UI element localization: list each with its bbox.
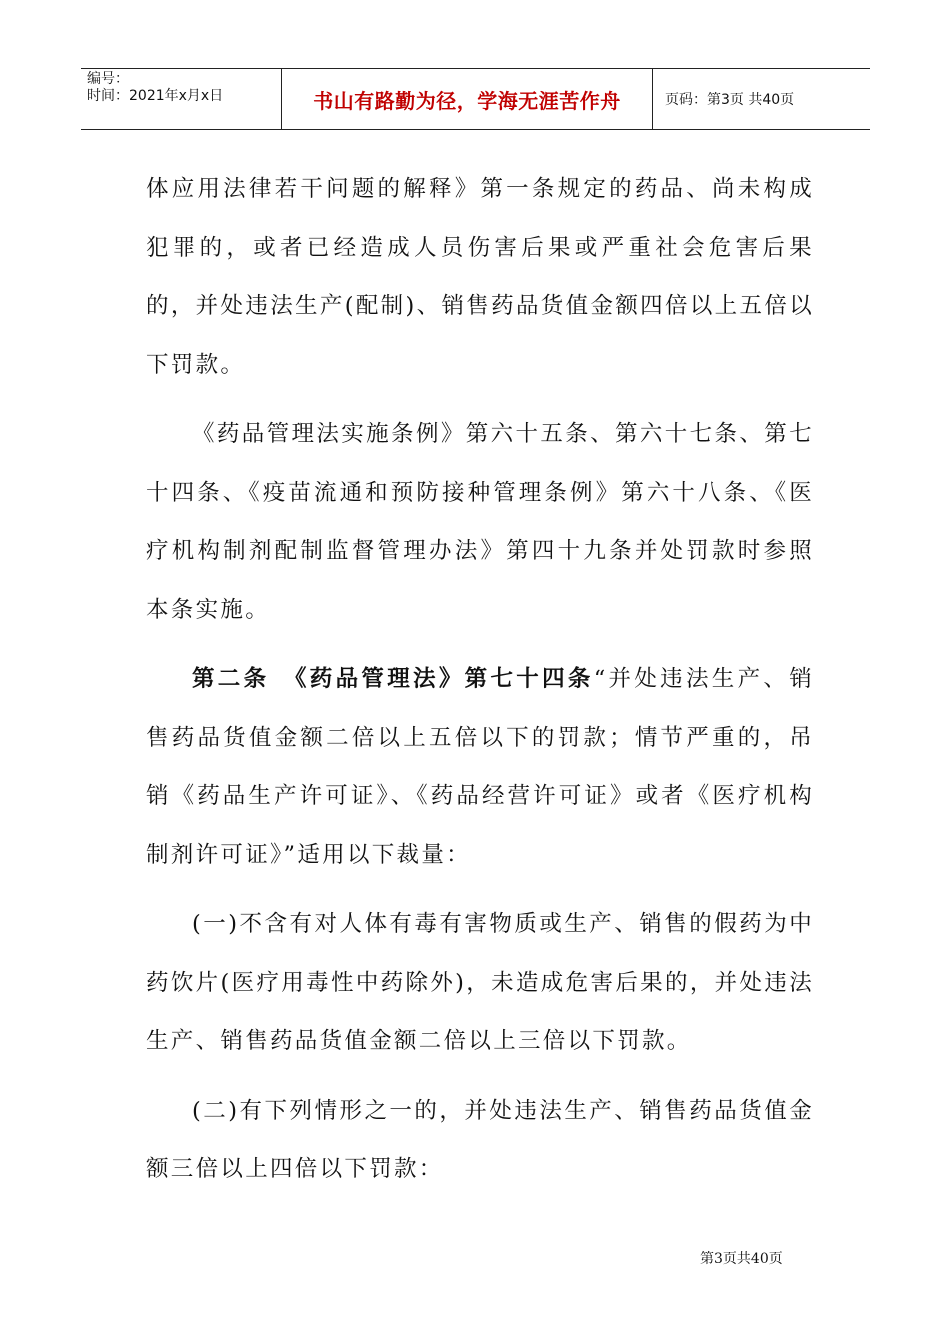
paragraph-5	[146, 1082, 814, 1199]
page-footer: 第3页共40页	[700, 1251, 783, 1267]
number-label: 编号：	[87, 71, 129, 87]
paragraph-4	[146, 895, 814, 1071]
paragraph-3	[146, 650, 814, 884]
paragraph-text: 体应用法律若干问题的解释》第一条规定的药品、尚未构成犯罪的，或者已经造成人员伤害后果或严重社会危害后果的，并处违法生产(配制)、销售药品货值金额四倍以上五倍以下罚款。	[146, 176, 814, 378]
header-meta	[81, 69, 282, 129]
header-motto: 书山有路勤为径，学海无涯苦作舟	[282, 69, 653, 129]
page-header	[81, 68, 870, 130]
paragraph-text: 《药品管理法实施条例》第六十五条、第六十七条、第七十四条、《疫苗流通和预防接种管理条例》第六十八条、《医疗机构制剂配制监督管理办法》第四十九条并处罚款时参照本条实施。	[146, 421, 814, 623]
document-body	[146, 160, 814, 1210]
header-page-code: 页码：第3页 共40页	[665, 92, 795, 108]
paragraph-2	[146, 405, 814, 639]
paragraph-text: (一)不含有对人体有毒有害物质或生产、销售的假药为中药饮片(医疗用毒性中药除外)，未造成危害后果的，并处违法生产、销售药品货值金额二倍以上三倍以下罚款。	[146, 911, 814, 1054]
paragraph-text: (二)有下列情形之一的，并处违法生产、销售药品货值金额三倍以上四倍以下罚款：	[146, 1097, 814, 1182]
time-label: 时间：2021年x月x日	[87, 88, 224, 104]
paragraph-1	[146, 160, 814, 394]
article-heading: 第二条 《药品管理法》第七十四条	[192, 666, 594, 692]
paragraph-text: “并处违法生产、销售药品货值金额二倍以上五倍以下的罚款；情节严重的，吊销《药品生产许可证》、《药品经营许可证》或者《医疗机构制剂许可证》”适用以下裁量：	[146, 666, 814, 868]
